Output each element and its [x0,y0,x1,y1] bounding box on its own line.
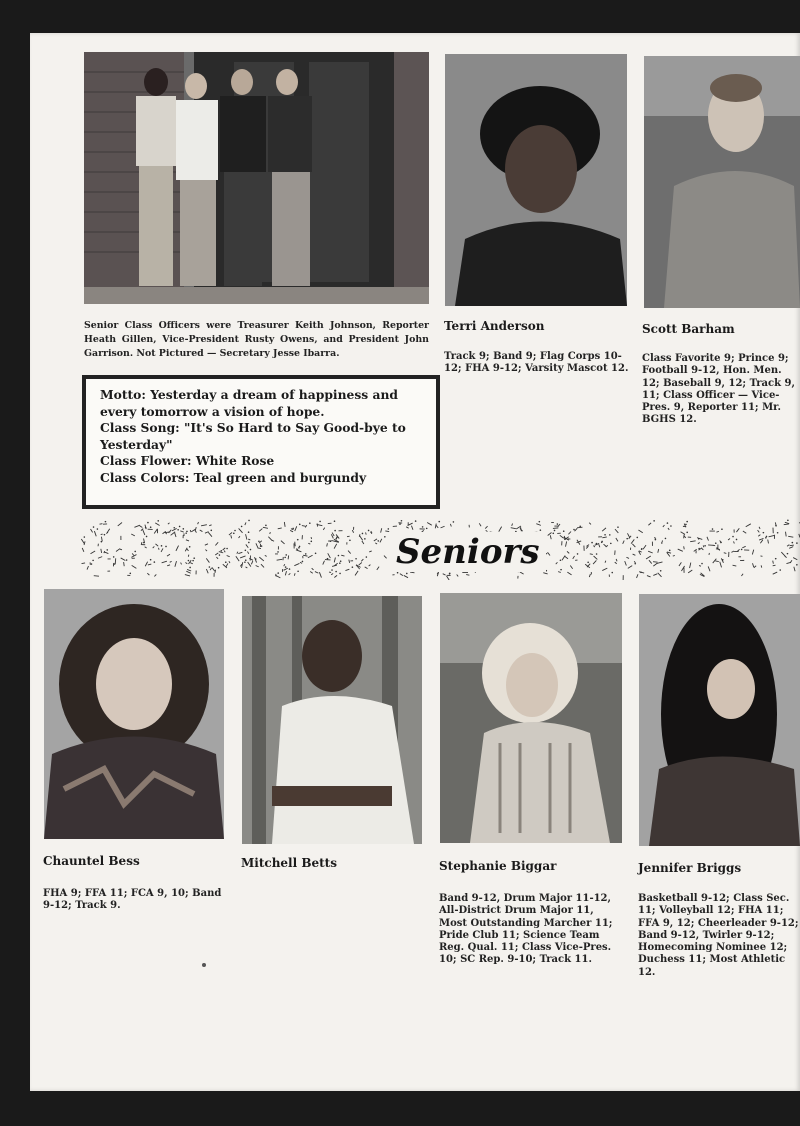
portrait-jennifer-briggs [639,594,800,846]
student-activities: Class Favorite 9; Prince 9; Football 9-12, Hon. Men. 12; Baseball 9, 12; Track 9, 11; Class Officer — Vice-Pres. 9, Reporter 11; Mr. BGHS 12. [642,353,795,426]
student-activities: FHA 9; FFA 11; FCA 9, 10; Band 9-12; Track 9. [43,888,222,912]
yearbook-page [30,33,800,1091]
officers-caption: Senior Class Officers were Treasurer Keith Johnson, Reporter Heath Gillen, Vice-President Rusty Owens, and President John Garrison. Not Pictured — Secretary Jesse Ibarra. [84,320,429,359]
student-activities: Track 9; Band 9; Flag Corps 10-12; FHA 9-12; Varsity Mascot 12. [444,351,629,375]
student-name: Scott Barham [642,322,735,336]
portrait-scott-barham [644,56,800,308]
motto-line: Motto: Yesterday a dream of happiness and [100,387,398,402]
student-activities: Basketball 9-12; Class Sec. 11; Volleyball 12; FHA 11; FFA 9, 12; Cheerleader 9-12; Band 9-12, Twirler 9-12; Homecoming Nominee 12; Duchess 11; Most Athletic 12. [638,893,799,978]
class-info-box [82,375,440,509]
officers-group-photo [84,52,429,304]
portrait-stephanie-biggar [440,593,622,843]
print-speck [202,963,206,967]
class-song-line: Yesterday" [100,436,173,452]
motto-line: every tomorrow a vision of hope. [100,403,325,419]
portrait-chauntel-bess [44,589,224,839]
student-name: Chauntel Bess [43,854,140,868]
student-activities: Band 9-12, Drum Major 11-12, All-District Drum Major 11, Most Outstanding Marcher 11; Pride Club 11; Science Team Reg. Qual. 11; Class Vice-Pres. 10; SC Rep. 9-10; Track 11. [439,893,613,966]
student-name: Terri Anderson [444,319,545,333]
class-song-line: Class Song: "It's So Hard to Say Good-bye to [100,420,406,435]
student-name: Stephanie Biggar [439,859,557,873]
student-name: Mitchell Betts [241,856,337,870]
section-title: Seniors [390,532,546,572]
class-flower: Class Flower: White Rose [100,453,275,468]
class-colors: Class Colors: Teal green and burgundy [100,469,367,485]
portrait-terri-anderson [445,54,627,306]
portrait-mitchell-betts [242,596,422,844]
student-name: Jennifer Briggs [638,861,742,875]
